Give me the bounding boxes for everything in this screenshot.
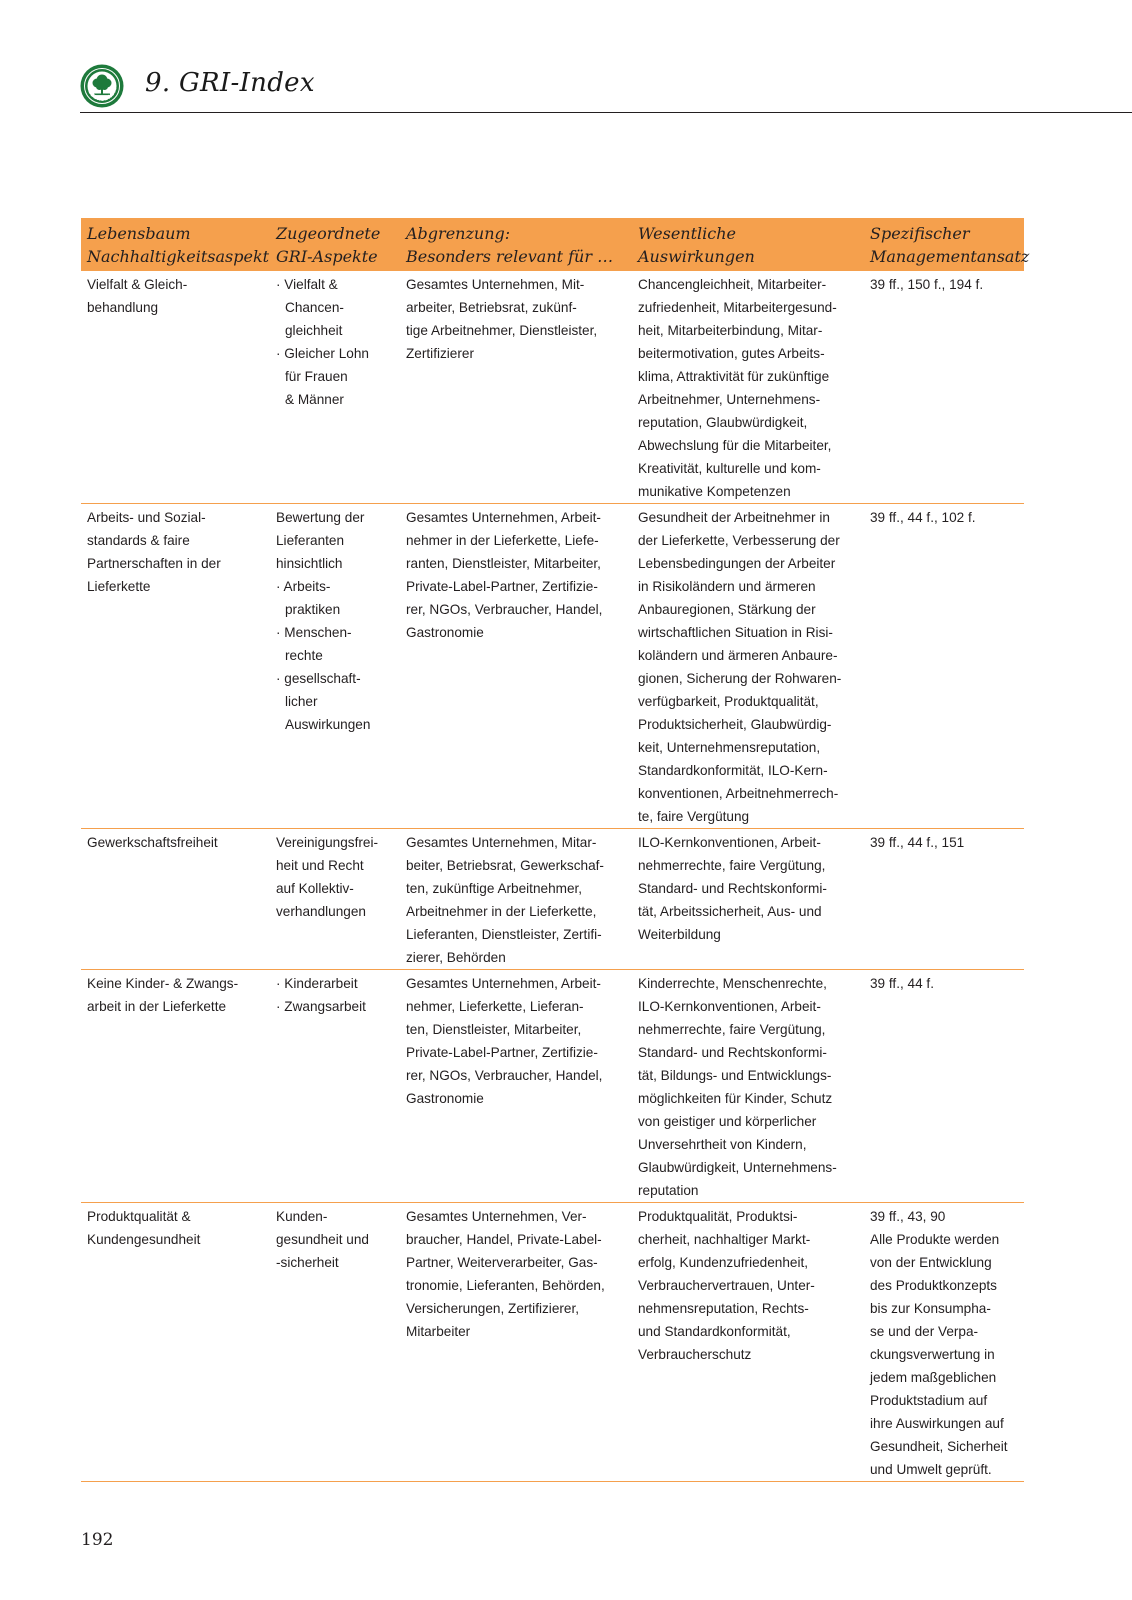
col-header-line: Managementansatz [870, 247, 1030, 266]
cell-line: nehmer in der Lieferkette, Liefe- [406, 533, 599, 548]
cell-line: Produktqualität, Produktsi- [638, 1209, 798, 1224]
cell-line: Weiterbildung [638, 927, 721, 942]
cell-line: Arbeitnehmer, Unternehmens- [638, 392, 821, 407]
cell-impacts [632, 829, 864, 970]
cell-line: und Umwelt geprüft. [870, 1462, 992, 1477]
cell-aspect [81, 1203, 270, 1482]
cell-line: des Produktkonzepts [870, 1278, 997, 1293]
cell-line: 39 ff., 44 f. [870, 976, 934, 991]
cell-impacts [632, 271, 864, 504]
cell-line: · Kinderarbeit [276, 976, 358, 991]
cell-line: Keine Kinder- & Zwangs- [87, 976, 239, 991]
cell-aspect [81, 271, 270, 504]
cell-line: Mitarbeiter [406, 1324, 471, 1339]
cell-line: möglichkeiten für Kinder, Schutz [638, 1091, 833, 1106]
cell-impacts [632, 1203, 864, 1482]
cell-line: Produktqualität & [87, 1209, 191, 1224]
cell-line: licher [285, 694, 318, 709]
col-header-management [864, 218, 1030, 271]
section-title: 9. GRI-Index [145, 68, 315, 98]
table-row [81, 271, 1024, 504]
cell-line: 39 ff., 43, 90 [870, 1209, 946, 1224]
cell-line: 39 ff., 44 f., 151 [870, 835, 965, 850]
cell-gri-aspects [270, 970, 400, 1203]
col-header-line: Wesentliche [638, 224, 736, 243]
cell-line: Standard- und Rechtskonformi- [638, 881, 827, 896]
cell-line: nehmerrechte, faire Vergütung, [638, 858, 826, 873]
col-header-line: Lebensbaum [87, 224, 191, 243]
col-header-line: Abgrenzung: [406, 224, 511, 243]
cell-line: & Männer [285, 392, 344, 407]
cell-aspect [81, 829, 270, 970]
cell-line: für Frauen [285, 369, 348, 384]
cell-line: te, faire Vergütung [638, 809, 750, 824]
cell-line: in Risikoländern und ärmeren [638, 579, 816, 594]
cell-line: koländern und ärmeren Anbaure- [638, 648, 838, 663]
cell-line: Gewerkschaftsfreiheit [87, 835, 218, 850]
cell-line: Gastronomie [406, 1091, 484, 1106]
cell-line: jedem maßgeblichen [870, 1370, 997, 1385]
cell-management [864, 1203, 1024, 1482]
cell-line: Produktsicherheit, Glaubwürdig- [638, 717, 832, 732]
cell-line: tät, Arbeitssicherheit, Aus- und [638, 904, 822, 919]
cell-line: munikative Kompetenzen [638, 484, 791, 499]
cell-line: Kunden- [276, 1209, 328, 1224]
cell-line: · Gleicher Lohn [276, 346, 369, 361]
cell-line: Lieferanten [276, 533, 345, 548]
cell-line: von der Entwicklung [870, 1255, 992, 1270]
cell-line: zufriedenheit, Mitarbeitergesund- [638, 300, 837, 315]
cell-line: Unversehrtheit von Kindern, [638, 1137, 807, 1152]
cell-line: heit und Recht [276, 858, 364, 873]
cell-line: der Lieferkette, Verbesserung der [638, 533, 840, 548]
cell-line: keit, Unternehmensreputation, [638, 740, 821, 755]
cell-line: Kinderrechte, Menschenrechte, [638, 976, 827, 991]
cell-line: Auswirkungen [285, 717, 371, 732]
cell-line: verhandlungen [276, 904, 366, 919]
cell-line: nehmerrechte, faire Vergütung, [638, 1022, 826, 1037]
cell-line: bis zur Konsumpha- [870, 1301, 991, 1316]
cell-line: rer, NGOs, Verbraucher, Handel, [406, 602, 603, 617]
cell-management [864, 271, 1024, 504]
cell-gri-aspects [270, 504, 400, 829]
cell-line: Verbraucherschutz [638, 1347, 752, 1362]
col-header-line: Besonders relevant für … [406, 247, 614, 266]
cell-line: Alle Produkte werden [870, 1232, 1000, 1247]
col-header-line: Auswirkungen [638, 247, 755, 266]
cell-line: ten, Dienstleister, Mitarbeiter, [406, 1022, 582, 1037]
cell-line: nehmer, Lieferkette, Lieferan- [406, 999, 584, 1014]
logo-text: EBENSBAUM [86, 86, 119, 103]
header-rule [80, 112, 1132, 113]
cell-line: Partnerschaften in der [87, 556, 221, 571]
cell-line: reputation [638, 1183, 699, 1198]
cell-line: Standard- und Rechtskonformi- [638, 1045, 827, 1060]
cell-line: Lebensbedingungen der Arbeiter [638, 556, 836, 571]
cell-line: -sicherheit [276, 1255, 339, 1270]
cell-line: Anbauregionen, Stärkung der [638, 602, 816, 617]
cell-line: ihre Auswirkungen auf [870, 1416, 1004, 1431]
cell-line: Gesamtes Unternehmen, Arbeit- [406, 976, 601, 991]
cell-line: rer, NGOs, Verbraucher, Handel, [406, 1068, 603, 1083]
cell-line: se und der Verpa- [870, 1324, 979, 1339]
page-number: 192 [81, 1530, 114, 1550]
cell-line: Arbeitnehmer in der Lieferkette, [406, 904, 597, 919]
cell-line: Verbrauchervertrauen, Unter- [638, 1278, 815, 1293]
table-header-row [81, 218, 1024, 271]
cell-line: Lieferkette [87, 579, 151, 594]
cell-line: gesundheit und [276, 1232, 369, 1247]
cell-line: Abwechslung für die Mitarbeiter, [638, 438, 832, 453]
cell-line: Private-Label-Partner, Zertifizie- [406, 579, 598, 594]
table-body [81, 271, 1024, 1482]
cell-line: Gesamtes Unternehmen, Mitar- [406, 835, 597, 850]
col-header-line: Zugeordnete [276, 224, 381, 243]
cell-line: Gesamtes Unternehmen, Arbeit- [406, 510, 601, 525]
cell-line: · Menschen- [276, 625, 352, 640]
cell-line: standards & faire [87, 533, 190, 548]
cell-line: tät, Bildungs- und Entwicklungs- [638, 1068, 832, 1083]
cell-line: gionen, Sicherung der Rohwaren- [638, 671, 842, 686]
cell-scope [400, 1203, 632, 1482]
cell-line: Vielfalt & Gleich- [87, 277, 188, 292]
cell-line: cherheit, nachhaltiger Markt- [638, 1232, 811, 1247]
cell-line: Glaubwürdigkeit, Unternehmens- [638, 1160, 837, 1175]
cell-line: zierer, Behörden [406, 950, 506, 965]
cell-line: · Vielfalt & [276, 277, 338, 292]
cell-line: wirtschaftlichen Situation in Risi- [638, 625, 833, 640]
cell-line: erfolg, Kundenzufriedenheit, [638, 1255, 809, 1270]
cell-line: auf Kollektiv- [276, 881, 354, 896]
cell-line: beiter, Betriebsrat, Gewerkschaf- [406, 858, 604, 873]
cell-line: Vereinigungsfrei- [276, 835, 379, 850]
cell-line: 39 ff., 44 f., 102 f. [870, 510, 976, 525]
col-header-scope [400, 218, 632, 271]
cell-line: Kundengesundheit [87, 1232, 201, 1247]
cell-line: Gesundheit, Sicherheit [870, 1439, 1008, 1454]
cell-line: gleichheit [285, 323, 343, 338]
lebensbaum-logo [80, 64, 124, 108]
cell-line: · Zwangsarbeit [276, 999, 366, 1014]
cell-line: reputation, Glaubwürdigkeit, [638, 415, 808, 430]
cell-line: Bewertung der [276, 510, 365, 525]
cell-line: von geistiger und körperlicher [638, 1114, 817, 1129]
cell-line: tige Arbeitnehmer, Dienstleister, [406, 323, 598, 338]
cell-line: tronomie, Lieferanten, Behörden, [406, 1278, 605, 1293]
cell-gri-aspects [270, 829, 400, 970]
cell-line: Arbeits- und Sozial- [87, 510, 206, 525]
cell-line: und Standardkonformität, [638, 1324, 791, 1339]
cell-line: klima, Attraktivität für zukünftige [638, 369, 830, 384]
cell-line: arbeiter, Betriebsrat, zukünf- [406, 300, 577, 315]
cell-aspect [81, 970, 270, 1203]
cell-management [864, 504, 1024, 829]
cell-line: praktiken [285, 602, 341, 617]
cell-line: · gesellschaft- [276, 671, 361, 686]
col-header-aspect [81, 218, 270, 271]
cell-scope [400, 829, 632, 970]
cell-management [864, 829, 1024, 970]
cell-scope [400, 970, 632, 1203]
cell-line: hinsichtlich [276, 556, 343, 571]
cell-line: Gastronomie [406, 625, 484, 640]
cell-line: heit, Mitarbeiterbindung, Mitar- [638, 323, 823, 338]
cell-line: behandlung [87, 300, 159, 315]
cell-line: ILO-Kernkonventionen, Arbeit- [638, 835, 821, 850]
cell-gri-aspects [270, 271, 400, 504]
cell-line: rechte [285, 648, 323, 663]
cell-scope [400, 271, 632, 504]
cell-line: Zertifizierer [406, 346, 474, 361]
col-header-line: Nachhaltigkeitsaspekt [87, 247, 270, 266]
cell-line: Gesamtes Unternehmen, Mit- [406, 277, 585, 292]
cell-line: Lieferanten, Dienstleister, Zertifi- [406, 927, 602, 942]
cell-line: beitermotivation, gutes Arbeits- [638, 346, 825, 361]
cell-line: Gesundheit der Arbeitnehmer in [638, 510, 830, 525]
cell-line: · Arbeits- [276, 579, 331, 594]
cell-line: nehmensreputation, Rechts- [638, 1301, 809, 1316]
cell-impacts [632, 504, 864, 829]
cell-line: Gesamtes Unternehmen, Ver- [406, 1209, 587, 1224]
cell-line: Private-Label-Partner, Zertifizie- [406, 1045, 598, 1060]
cell-line: ranten, Dienstleister, Mitarbeiter, [406, 556, 601, 571]
table-row [81, 829, 1024, 970]
cell-line: ILO-Kernkonventionen, Arbeit- [638, 999, 821, 1014]
gri-index-table [81, 218, 1030, 1482]
cell-line: Chancen- [285, 300, 344, 315]
cell-scope [400, 504, 632, 829]
cell-line: ten, zukünftige Arbeitnehmer, [406, 881, 583, 896]
cell-line: arbeit in der Lieferkette [87, 999, 227, 1014]
cell-line: braucher, Handel, Private-Label- [406, 1232, 602, 1247]
cell-line: ckungsverwertung in [870, 1347, 995, 1362]
table-row [81, 504, 1024, 829]
cell-line: Kreativität, kulturelle und kom- [638, 461, 821, 476]
cell-line: Partner, Weiterverarbeiter, Gas- [406, 1255, 598, 1270]
cell-impacts [632, 970, 864, 1203]
cell-gri-aspects [270, 1203, 400, 1482]
col-header-gri [270, 218, 400, 271]
cell-management [864, 970, 1024, 1203]
cell-line: konventionen, Arbeitnehmerrech- [638, 786, 839, 801]
col-header-line: GRI-Aspekte [276, 247, 378, 266]
cell-line: Versicherungen, Zertifizierer, [406, 1301, 580, 1316]
col-header-line: Spezifischer [870, 224, 970, 243]
col-header-impacts [632, 218, 864, 271]
table-row [81, 970, 1024, 1203]
table-row [81, 1203, 1024, 1482]
cell-aspect [81, 504, 270, 829]
cell-line: Produktstadium auf [870, 1393, 988, 1408]
cell-line: Standardkonformität, ILO-Kern- [638, 763, 828, 778]
cell-line: 39 ff., 150 f., 194 f. [870, 277, 984, 292]
cell-line: verfügbarkeit, Produktqualität, [638, 694, 819, 709]
cell-line: Chancengleichheit, Mitarbeiter- [638, 277, 827, 292]
